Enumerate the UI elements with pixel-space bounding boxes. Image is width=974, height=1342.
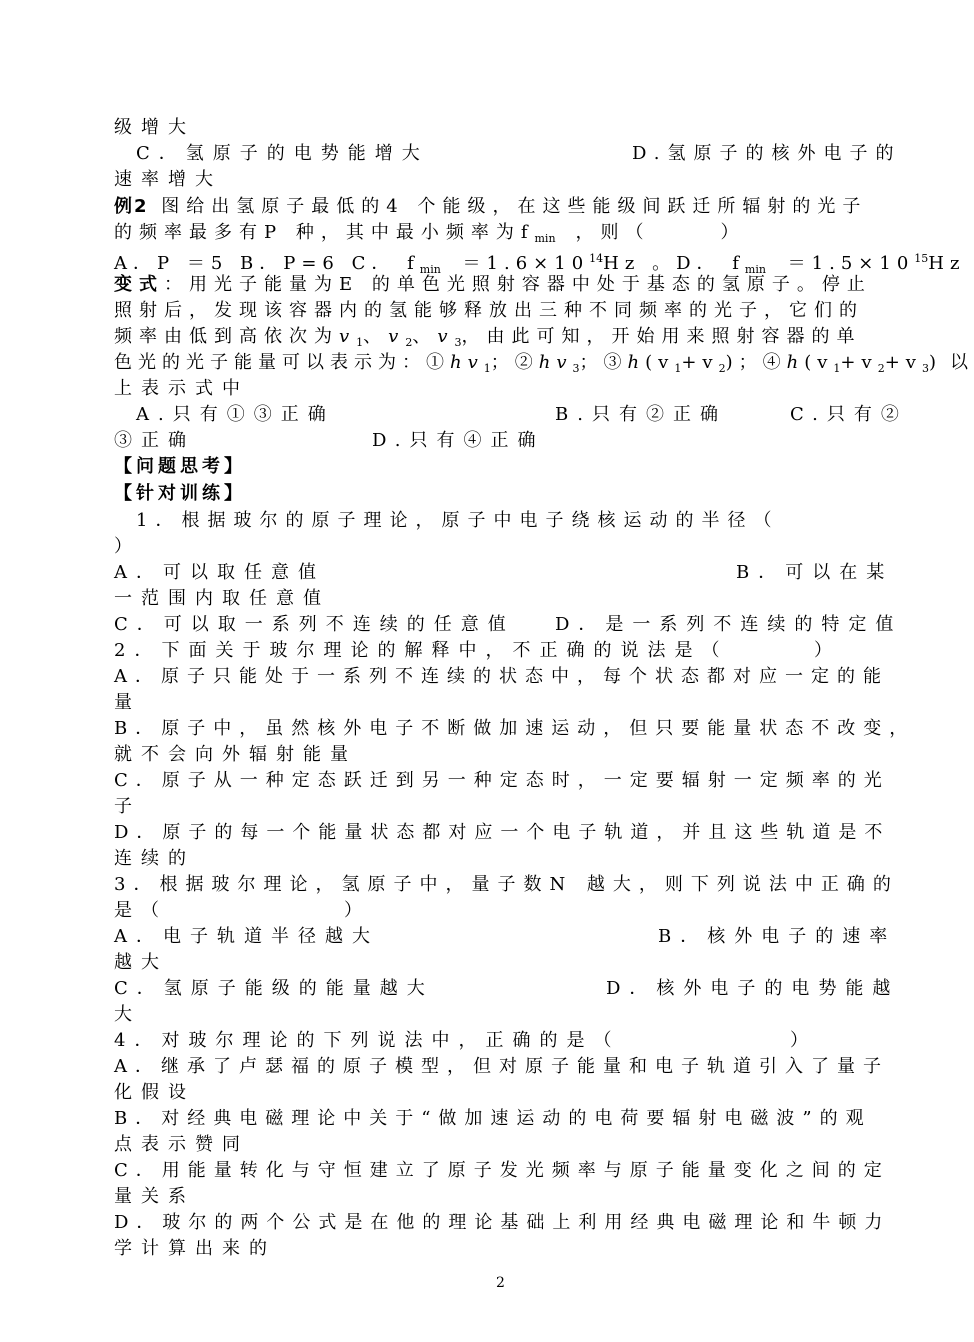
subscript: 2 xyxy=(877,362,885,375)
option-b: B．可以在某 xyxy=(736,562,894,583)
text-span: 、 xyxy=(412,326,438,347)
subscript: min xyxy=(419,263,441,276)
option-c: C．用能量转化与守恒建立了原子发光频率与原子能量变化之间的定 xyxy=(114,1160,890,1181)
example-2 xyxy=(114,196,867,218)
subscript: 3 xyxy=(572,362,580,375)
text-span: A．P ＝5 B．P=6 C． f xyxy=(114,253,420,274)
text-span: hv xyxy=(538,352,573,373)
text-span: ） xyxy=(790,1030,817,1051)
text-line: 照射后，发现该容器内的氢能够释放出三种不同频率的光子，它们的 xyxy=(114,300,864,321)
superscript: 15 xyxy=(914,252,929,265)
option-c: C.只有② xyxy=(790,404,908,425)
section-heading: 【针对训练】 xyxy=(114,483,246,504)
text-line: 点表示赞同 xyxy=(114,1134,249,1155)
text-span: 的频率最多有P 种，其中最小频率为f xyxy=(114,222,535,243)
option-b: B．原子中，虽然核外电子不断做加速运动，但只要能量状态不改变， xyxy=(114,718,916,739)
option-c: C．氢原子能级的能量越大 xyxy=(114,978,434,999)
subscript: min xyxy=(744,263,766,276)
option-a: A．原子只能处于一系列不连续的状态中，每个状态都对应一定的能 xyxy=(114,666,889,687)
text-line: 上表示式中 xyxy=(114,378,249,399)
variant xyxy=(114,274,872,296)
text-line xyxy=(114,352,974,380)
text-span: 频率由低到高依次为 xyxy=(114,326,339,347)
subscript: 2 xyxy=(405,336,413,349)
option-c: C．氢原子的电势能增大 xyxy=(136,143,429,164)
option-d: D．是一系列不连续的特定值 xyxy=(555,614,903,635)
option-a: A.只有①③正确 xyxy=(136,404,335,425)
variant-text: ：用光子能量为E 的单色光照射容器中处于基态的氢原子。停止 xyxy=(164,274,872,295)
text-line: 是（ xyxy=(114,900,168,921)
text-span: (v xyxy=(645,352,675,373)
text-span: hv xyxy=(450,352,484,373)
option-b: B．核外电子的速率 xyxy=(658,926,897,947)
variant-label: 变式 xyxy=(114,274,164,295)
option-d: D．原子的每一个能量状态都对应一个电子轨道，并且这些轨道是不 xyxy=(114,822,891,843)
text-span: v xyxy=(339,326,357,347)
text-span: ，由此可知，开始用来照射容器的单 xyxy=(461,326,862,347)
question-3: 3．根据玻尔理论，氢原子中，量子数N 越大，则下列说法中正确的 xyxy=(114,874,899,895)
subscript: 3 xyxy=(921,362,929,375)
text-line: 大 xyxy=(114,1004,141,1025)
option-b: B.只有②正确 xyxy=(555,404,727,425)
text-span: 、 xyxy=(363,326,389,347)
text-line: 一范围内取任意值 xyxy=(114,588,330,609)
option-b: B．对经典电磁理论中关于“做加速运动的电荷要辐射电磁波”的观 xyxy=(114,1108,872,1129)
text-span: h xyxy=(627,352,646,373)
text-span: h xyxy=(786,352,805,373)
text-span: Hz xyxy=(928,253,966,274)
option-c: C．可以取一系列不连续的任意值 xyxy=(114,614,515,635)
text-line: 子 xyxy=(114,796,141,817)
text-span: ；③ xyxy=(579,352,628,373)
text-span: v xyxy=(437,326,455,347)
section-heading: 【问题思考】 xyxy=(114,456,246,477)
text-line: 化假设 xyxy=(114,1082,195,1103)
example-label: 例2 xyxy=(114,196,149,217)
text-span: ) xyxy=(928,352,942,373)
text-line: 量关系 xyxy=(114,1186,195,1207)
example-text: 图给出氢原子最低的4 个能级，在这些能级间跃迁所辐射的光子 xyxy=(161,196,868,217)
text-line: 就不会向外辐射能量 xyxy=(114,744,357,765)
text-line: 速率增大 xyxy=(114,169,222,190)
text-span: (v xyxy=(804,352,834,373)
text-span: ） xyxy=(344,900,371,921)
question-1: 1．根据玻尔的原子理论，原子中电子绕核运动的半径（ xyxy=(136,510,780,531)
option-d: D．核外电子的电势能越 xyxy=(606,978,900,999)
text-line: ③正确 xyxy=(114,430,195,451)
superscript: 14 xyxy=(589,252,604,265)
subscript: 1 xyxy=(833,362,841,375)
text-line: 连续的 xyxy=(114,848,195,869)
subscript: 1 xyxy=(356,336,364,349)
subscript: 3 xyxy=(454,336,462,349)
subscript: 1 xyxy=(674,362,682,375)
option-c: C．原子从一种定态跃迁到另一种定态时，一定要辐射一定频率的光 xyxy=(114,770,890,791)
option-d: D．玻尔的两个公式是在他的理论基础上利用经典电磁理论和牛顿力 xyxy=(114,1212,891,1233)
text-span: ，则（ xyxy=(575,222,651,243)
text-span: ) xyxy=(725,352,739,373)
text-line: ） xyxy=(114,536,141,557)
text-span: ＝1.6×10 xyxy=(462,253,590,274)
text-line: 学计算出来的 xyxy=(114,1238,276,1259)
text-span: ） xyxy=(720,222,746,243)
text-line xyxy=(114,326,862,354)
text-span: 色光的光子能量可以表示为：① xyxy=(114,352,450,373)
text-span: +v xyxy=(884,352,922,373)
subscript: min xyxy=(534,232,556,245)
option-a: A．可以取任意值 xyxy=(114,562,325,583)
option-a: A．电子轨道半径越大 xyxy=(114,926,379,947)
option-d: D.氢原子的核外电子的 xyxy=(632,143,902,164)
text-line: 级增大 xyxy=(114,117,195,138)
text-span: ；④ xyxy=(738,352,787,373)
text-span: +v xyxy=(681,352,719,373)
text-span: Hz 。D． f xyxy=(603,253,745,274)
question-4: 4．对玻尔理论的下列说法中，正确的是（ xyxy=(114,1030,621,1051)
subscript: 1 xyxy=(483,362,491,375)
text-line xyxy=(114,222,746,250)
text-span: +v xyxy=(840,352,878,373)
page-number: 2 xyxy=(496,1275,505,1291)
text-span: ；② xyxy=(490,352,539,373)
text-span: 以 xyxy=(949,352,974,373)
option-a: A．继承了卢瑟福的原子模型，但对原子能量和电子轨道引入了量子 xyxy=(114,1056,889,1077)
subscript: 2 xyxy=(718,362,726,375)
question-2: 2．下面关于玻尔理论的解释中，不正确的说法是（ xyxy=(114,640,729,661)
text-span: ） xyxy=(814,640,841,661)
text-line: 越大 xyxy=(114,952,168,973)
option-d: D.只有④正确 xyxy=(372,430,545,451)
text-span: v xyxy=(388,326,406,347)
text-span: ＝1.5×10 xyxy=(787,253,915,274)
text-line: 量 xyxy=(114,692,141,713)
